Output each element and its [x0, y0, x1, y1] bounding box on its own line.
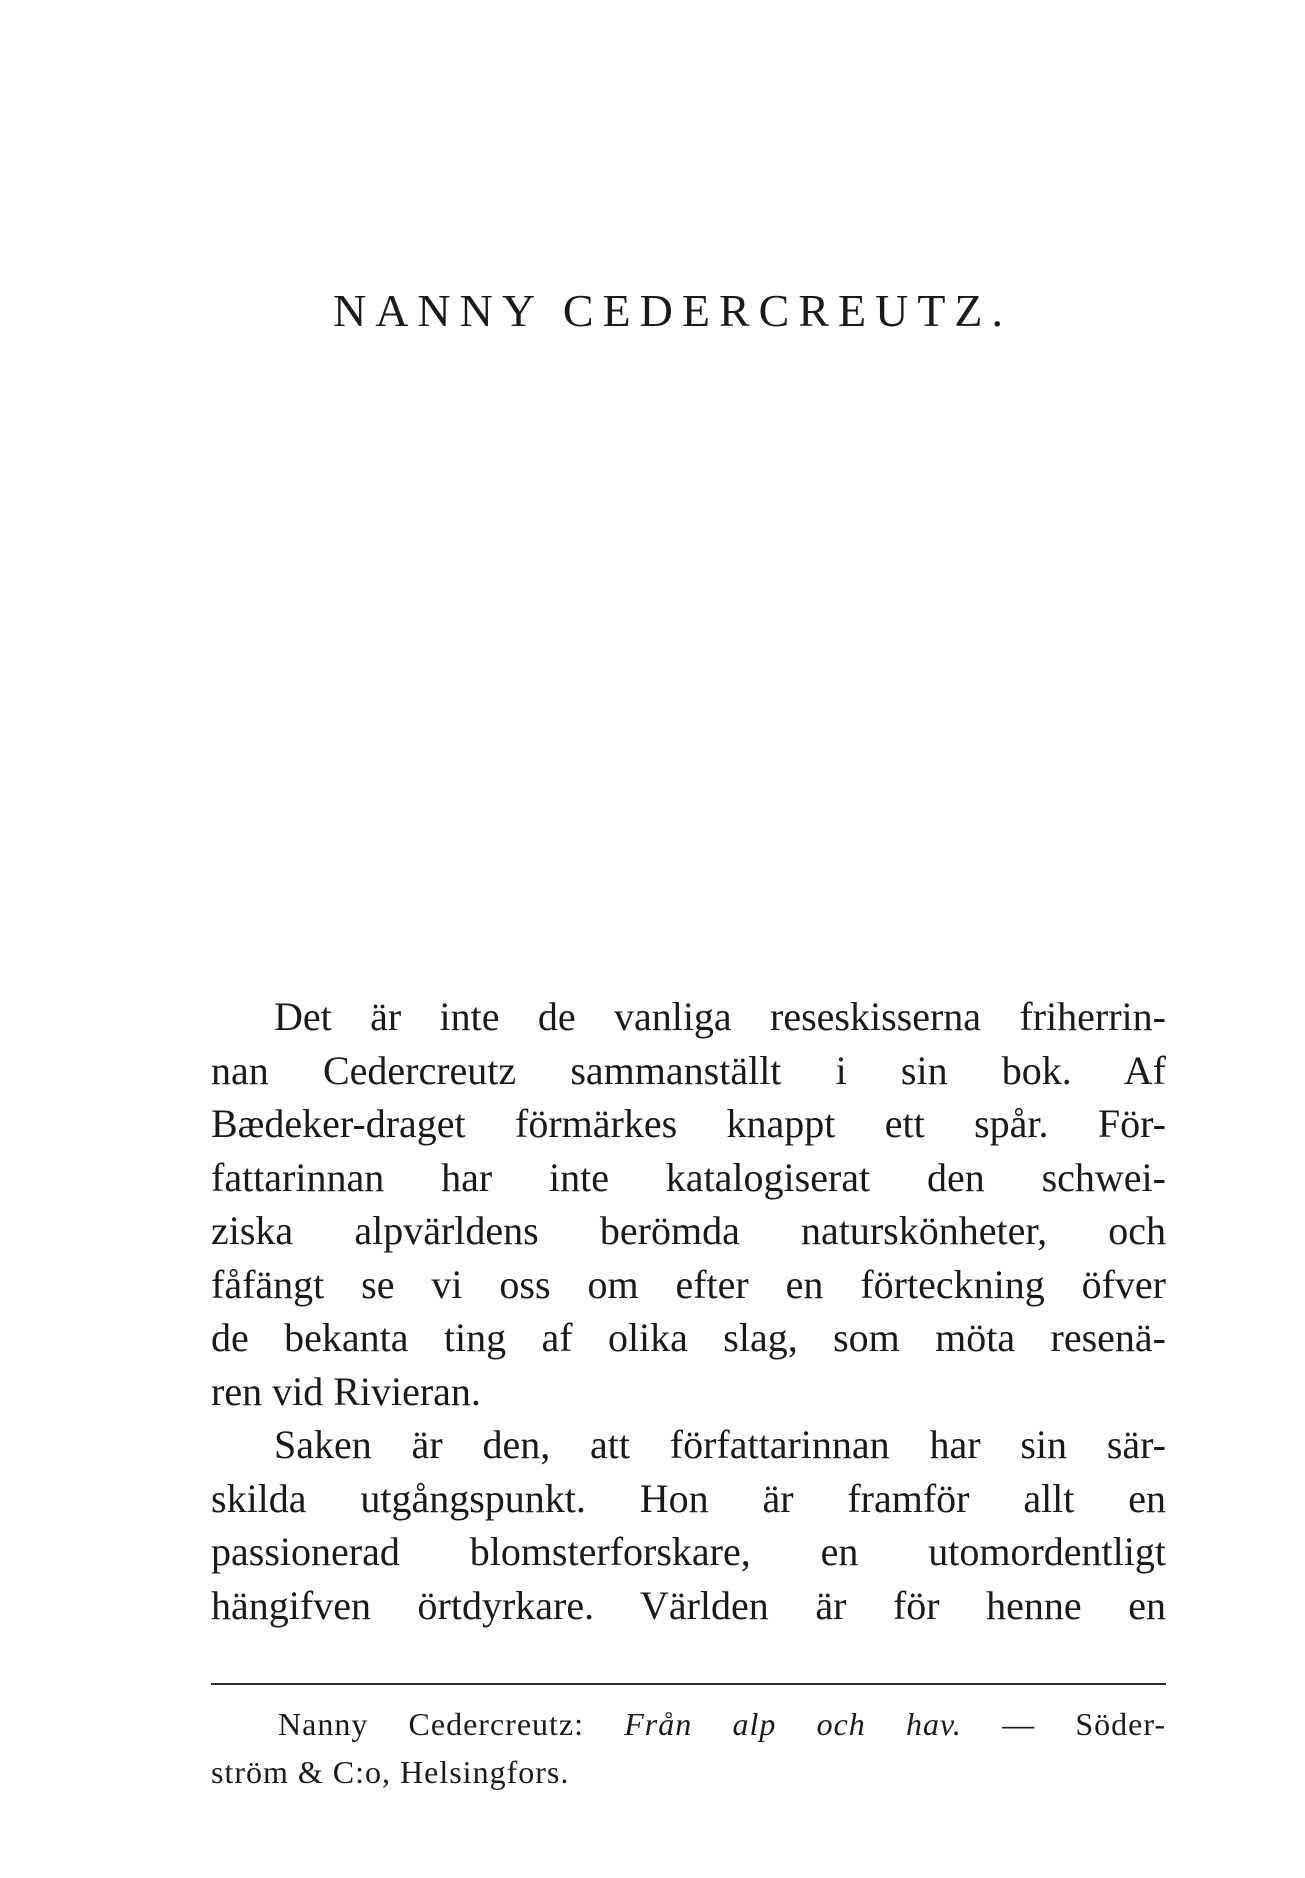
- text-line: Saken är den, att författarinnan har sin sär-: [274, 1422, 1166, 1467]
- text-line: Bædeker-draget förmärkes knappt ett spår. För-: [211, 1101, 1166, 1146]
- paragraph-1: [211, 990, 1166, 1418]
- text-line: nan Cedercreutz sammanställt i sin bok. Af: [211, 1047, 1166, 1093]
- page-title: NANNY CEDERCREUTZ.: [332, 285, 1013, 336]
- body-text: [211, 990, 1166, 1632]
- footnote: [211, 1700, 1166, 1796]
- text-line: Det är inte de vanliga reseskisserna friherrin-: [274, 994, 1166, 1039]
- footnote-publisher-start: — Söder-: [1002, 1706, 1166, 1742]
- text-line: ren vid Rivieran.: [211, 1368, 481, 1414]
- text-line: hängifven örtdyrkare. Världen är för henne en: [211, 1582, 1166, 1628]
- text-line: fåfängt se vi oss om efter en förteckning öfver: [211, 1261, 1166, 1307]
- text-line: skilda utgångspunkt. Hon är framför allt en: [211, 1475, 1166, 1521]
- text-line: de bekanta ting af olika slag, som möta resenä-: [211, 1315, 1166, 1360]
- text-line: passionerad blomsterforskare, en utomordentligt: [211, 1529, 1166, 1574]
- text-line: ziska alpvärldens berömda naturskönheter, och: [211, 1208, 1166, 1253]
- footnote-line: [211, 1700, 1166, 1748]
- footnote-line: ström & C:o, Helsingfors.: [211, 1754, 570, 1790]
- paragraph-2: [211, 1418, 1166, 1632]
- footnote-divider: [211, 1683, 1166, 1685]
- footnote-author: Nanny Cedercreutz:: [278, 1706, 584, 1742]
- footnote-book-title: Från alp och hav.: [624, 1706, 962, 1742]
- text-line: fattarinnan har inte katalogiserat den schwei-: [211, 1154, 1166, 1200]
